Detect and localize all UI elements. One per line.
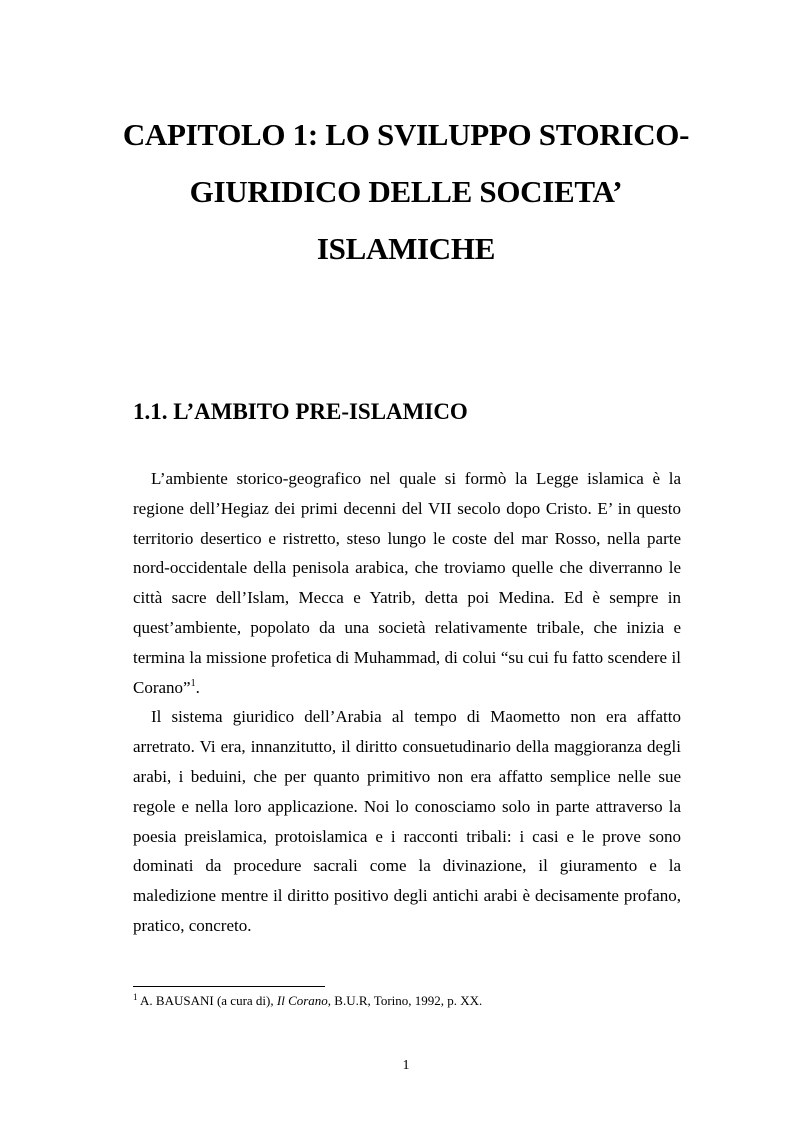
footnote-text-after: , B.U.R, Torino, 1992, p. XX. bbox=[327, 993, 483, 1008]
footnote-reference[interactable]: 1 bbox=[190, 677, 196, 689]
footnote bbox=[133, 993, 482, 1009]
footnote-number: 1 bbox=[133, 992, 138, 1002]
chapter-title-line: GIURIDICO DELLE SOCIETA’ bbox=[189, 174, 623, 209]
paragraph-1 bbox=[133, 464, 681, 702]
paragraph-1-text: L’ambiente storico-geografico nel quale si formò la Legge islamica è la regione dell’Hegiaz dei primi decenni del VII secolo dopo Cristo. E’ in questo territorio desertico e ristretto, steso lungo le coste del mar Rosso, nella parte nord-occidentale della penisola arabica, che troviamo quelle che diverranno le città sacre dell’Islam, Mecca e Yatrib, detta poi Medina. Ed è sempre in quest’ambiente, popolato da una società relativamente tribale, che inizia e termina la missione profetica di Muhammad, di colui “su cui fu fatto scendere il Corano” bbox=[133, 469, 681, 697]
paragraph-2: Il sistema giuridico dell’Arabia al tempo di Maometto non era affatto arretrato. Vi era, innanzitutto, il diritto consuetudinario della maggioranza degli arabi, i beduini, che per quanto primitivo non era affatto semplice nelle sue regole e nella loro applicazione. Noi lo conosciamo solo in parte attraverso la poesia preislamica, protoislamica e i racconti tribali: i casi e le prove sono dominati da procedure sacrali come la divinazione, il giuramento e la maledizione mentre il diritto positivo degli antichi arabi è decisamente profano, pratico, concreto. bbox=[133, 707, 681, 935]
chapter-title bbox=[100, 106, 712, 277]
footnote-book-title: Il Corano bbox=[276, 993, 328, 1008]
section-title: 1.1. L’AMBITO PRE-ISLAMICO bbox=[133, 399, 468, 424]
footnote-text-before: A. BAUSANI (a cura di), bbox=[137, 993, 277, 1008]
paragraph-1-end: . bbox=[195, 677, 200, 697]
footnote-divider bbox=[133, 986, 325, 987]
chapter-title-line: ISLAMICHE bbox=[316, 231, 496, 266]
chapter-title-line: CAPITOLO 1: LO SVILUPPO STORICO- bbox=[122, 117, 690, 152]
body-text bbox=[133, 464, 681, 941]
page-number: 1 bbox=[402, 1058, 410, 1073]
